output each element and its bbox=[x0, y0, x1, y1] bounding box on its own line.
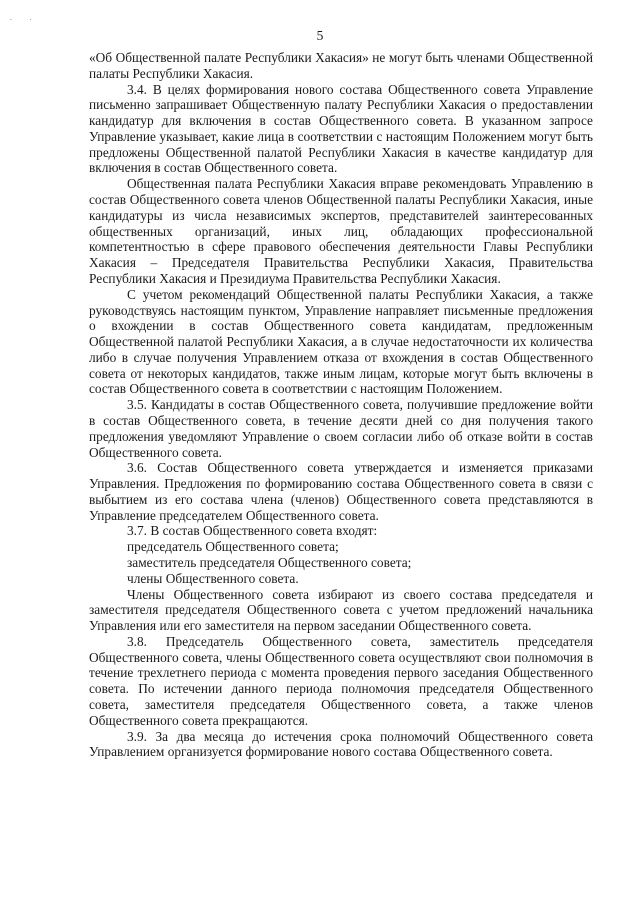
paragraph-3-4: 3.4. В целях формирования нового состава Общественного совета Управление письменно запрашивает Общественную палату Республики Хакасия о предоставлении кандидатур для включения в состав Общественного совета. В указанном запросе Управление указывает, какие лица в соответствии с настоящим Положением могут быть предложены Общественной палатой Республики Хакасия в качестве кандидатур для включения в состав Общественного совета. bbox=[89, 81, 593, 176]
list-item-members: члены Общественного совета. bbox=[127, 570, 299, 586]
paragraph-3-8: 3.8. Председатель Общественного совета, заместитель председателя Общественного совета, члены Общественного совета осуществляют свои полномочия в течение трехлетнего периода с момента проведения первого заседания Общественного совета. По истечении данного периода полномочия председателя Общественного совета, заместителя председателя Общественного совета, а также членов Общественного совета прекращаются. bbox=[89, 633, 593, 728]
paragraph-3-7: 3.7. В состав Общественного совета входят: bbox=[127, 523, 378, 539]
paragraph-proposals: С учетом рекомендаций Общественной палаты Республики Хакасия, а также руководствуясь настоящим пунктом, Управление направляет письменные предложения о вхождении в состав Общественного совета кандидатам, предложенным Общественной палатой Республики Хакасия, а в случае недостаточности их количества либо в случае получения Управлением отказа от вхождения в состав Общественного совета от некоторых кандидатов, также иным лицам, которые могут быть включены в состав Общественного совета в соответствии с настоящим Положением. bbox=[89, 286, 593, 397]
page-number: 5 bbox=[316, 28, 324, 43]
paragraph-election: Члены Общественного совета избирают из своего состава председателя и заместителя председателя Общественного совета с учетом предложений начальника Управления или его заместителя на первом заседании Общественного совета. bbox=[89, 586, 593, 634]
list-item-chairman: председатель Общественного совета; bbox=[127, 539, 339, 555]
paragraph-3-6: 3.6. Состав Общественного совета утверждается и изменяется приказами Управления. Предложения по формированию состава Общественного совета в связи с выбытием из его состава члена (членов) Общественного совета представляются в Управление председателем Общественного совета. bbox=[89, 460, 593, 523]
scan-specks: . . bbox=[10, 14, 40, 22]
document-body bbox=[89, 50, 593, 760]
paragraph-3-5: 3.5. Кандидаты в состав Общественного совета, получившие предложение войти в состав Общественного совета, в течение десяти дней со дня получения такого предложения уведомляют Управление о своем согласии либо об отказе войти в состав Общественного совета. bbox=[89, 397, 593, 460]
list-item-deputy-chairman: заместитель председателя Общественного совета; bbox=[127, 555, 412, 570]
paragraph-continuation: «Об Общественной палате Республики Хакасия» не могут быть членами Общественной палаты Республики Хакасия. bbox=[89, 50, 593, 81]
paragraph-3-9: 3.9. За два месяца до истечения срока полномочий Общественного совета Управлением организуется формирование нового состава Общественного совета. bbox=[89, 728, 593, 760]
paragraph-chamber-recommendation: Общественная палата Республики Хакасия вправе рекомендовать Управлению в состав Общественного совета членов Общественной палаты Республики Хакасия, иные кандидатуры из числа независимых экспертов, представителей заинтересованных общественных организаций, иных лиц, обладающих профессиональной компетентностью в сфере правового обеспечения деятельности Главы Республики Хакасия – Председателя Правительства Республики Хакасия, Правительства Республики Хакасия и Президиума Правительства Республики Хакасия. bbox=[89, 176, 593, 286]
